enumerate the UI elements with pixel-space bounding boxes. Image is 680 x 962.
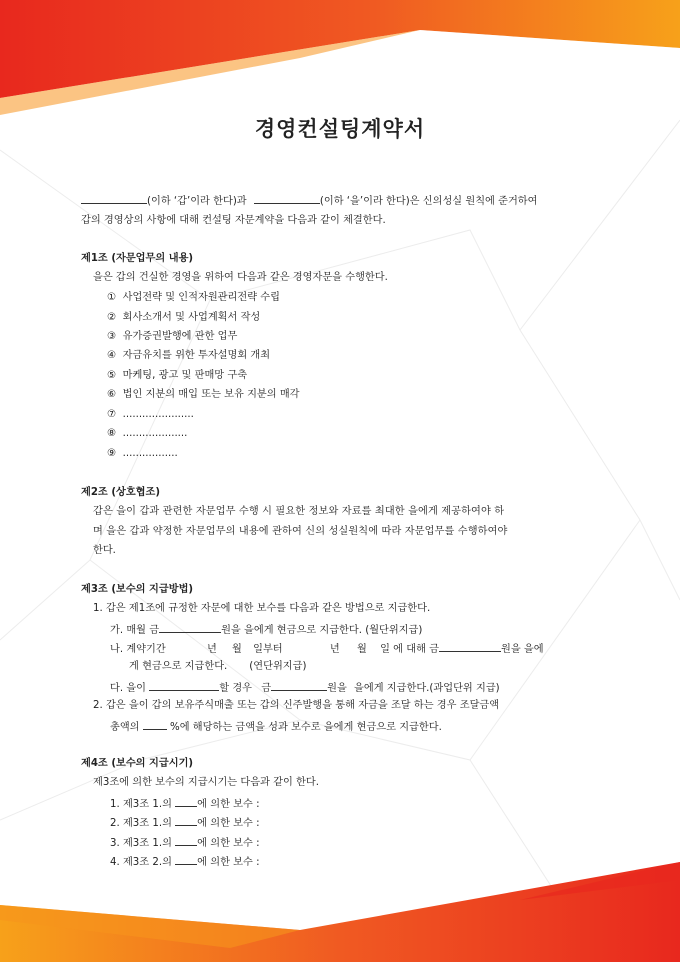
article-1-heading: 제1조 (자문업무의 내용)	[81, 253, 194, 264]
article-2-line-3: 한다.	[93, 545, 116, 556]
list-item: ⑨ .................	[107, 448, 178, 459]
clause-blank[interactable]	[175, 851, 197, 865]
list-item: ③ 유가증권발행에 관한 업무	[107, 331, 238, 342]
list-item: 1. 제3조 1.의 에 의한 보수 :	[110, 793, 260, 815]
article-3-para-2: 2. 갑은 을이 갑의 보유주식매출 또는 갑의 신주발행을 통해 자금을 조달 하는 경우 조달금액	[93, 700, 500, 711]
party-b-blank[interactable]	[254, 190, 320, 204]
article-2-line-1: 갑은 을이 갑과 관련한 자문업무 수행 시 필요한 정보와 자료를 최대한 을에게 제공하여야 하	[93, 506, 505, 517]
list-item: ④ 자금유치를 위한 투자설명회 개최	[107, 350, 271, 361]
task-amount-blank[interactable]	[271, 677, 327, 691]
intro-line-2: 갑의 경영상의 사항에 대해 컨설팅 자문계약을 다음과 같이 체결한다.	[81, 215, 386, 226]
list-item: ② 회사소개서 및 사업계획서 작성	[107, 312, 261, 323]
list-item: 2. 제3조 1.의 에 의한 보수 :	[110, 812, 260, 834]
clause-blank[interactable]	[175, 812, 197, 826]
clause-blank[interactable]	[175, 793, 197, 807]
document-title: 경영컨설팅계약서	[254, 117, 426, 141]
article-3-para-1: 1. 갑은 제1조에 규정한 자문에 대한 보수를 다음과 같은 방법으로 지급한다.	[93, 603, 431, 614]
article-2-line-2: 며 을은 갑과 약정한 자문업무의 내용에 관하여 신의 성실원칙에 따라 자문업무를 수행하여야	[93, 526, 508, 537]
article-4-heading: 제4조 (보수의 지급시기)	[81, 758, 194, 769]
list-item: 4. 제3조 2.의 에 의한 보수 :	[110, 851, 260, 873]
article-3-item-na: 나. 계약기간 년 월 일부터 년 월 일 에 대해 금 원을 을에	[110, 638, 544, 660]
task-blank[interactable]	[149, 677, 219, 691]
list-item: 3. 제3조 1.의 에 의한 보수 :	[110, 832, 260, 854]
party-a-blank[interactable]	[81, 190, 147, 204]
list-item: ⑤ 마케팅, 광고 및 판매망 구축	[107, 370, 248, 381]
list-item: ⑦ ......................	[107, 409, 194, 420]
article-3-para-2-cont: 총액의 %에 해당하는 금액을 성과 보수로 을에게 현금으로 지급한다.	[110, 716, 442, 738]
article-3-heading: 제3조 (보수의 지급방법)	[81, 584, 194, 595]
monthly-amount-blank[interactable]	[159, 619, 221, 633]
list-item: ⑧ ....................	[107, 428, 188, 439]
percent-blank[interactable]	[143, 716, 167, 730]
article-3-item-da: 다. 을이 할 경우 금 원을 을에게 지급한다.(과업단위 지급)	[110, 677, 500, 699]
intro-line-1: (이하 ‘갑’이라 한다)과 (이하 ‘을’이라 한다)은 신의성실 원칙에 준거하여	[81, 190, 538, 212]
article-4-lead: 제3조에 의한 보수의 지급시기는 다음과 같이 한다.	[93, 777, 319, 788]
list-item: ① 사업전략 및 인적자원관리전략 수립	[107, 292, 280, 303]
clause-blank[interactable]	[175, 832, 197, 846]
article-3-item-na-cont: 게 현금으로 지급한다. (연단위지급)	[129, 661, 307, 672]
article-2-heading: 제2조 (상호협조)	[81, 487, 160, 498]
period-amount-blank[interactable]	[439, 638, 501, 652]
article-3-item-ga: 가. 매월 금 원을 을에게 현금으로 지급한다. (월단위지급)	[110, 619, 422, 641]
article-1-lead: 을은 갑의 건실한 경영을 위하여 다음과 같은 경영자문을 수행한다.	[93, 272, 388, 283]
list-item: ⑥ 법인 지분의 매입 또는 보유 지분의 매각	[107, 389, 300, 400]
